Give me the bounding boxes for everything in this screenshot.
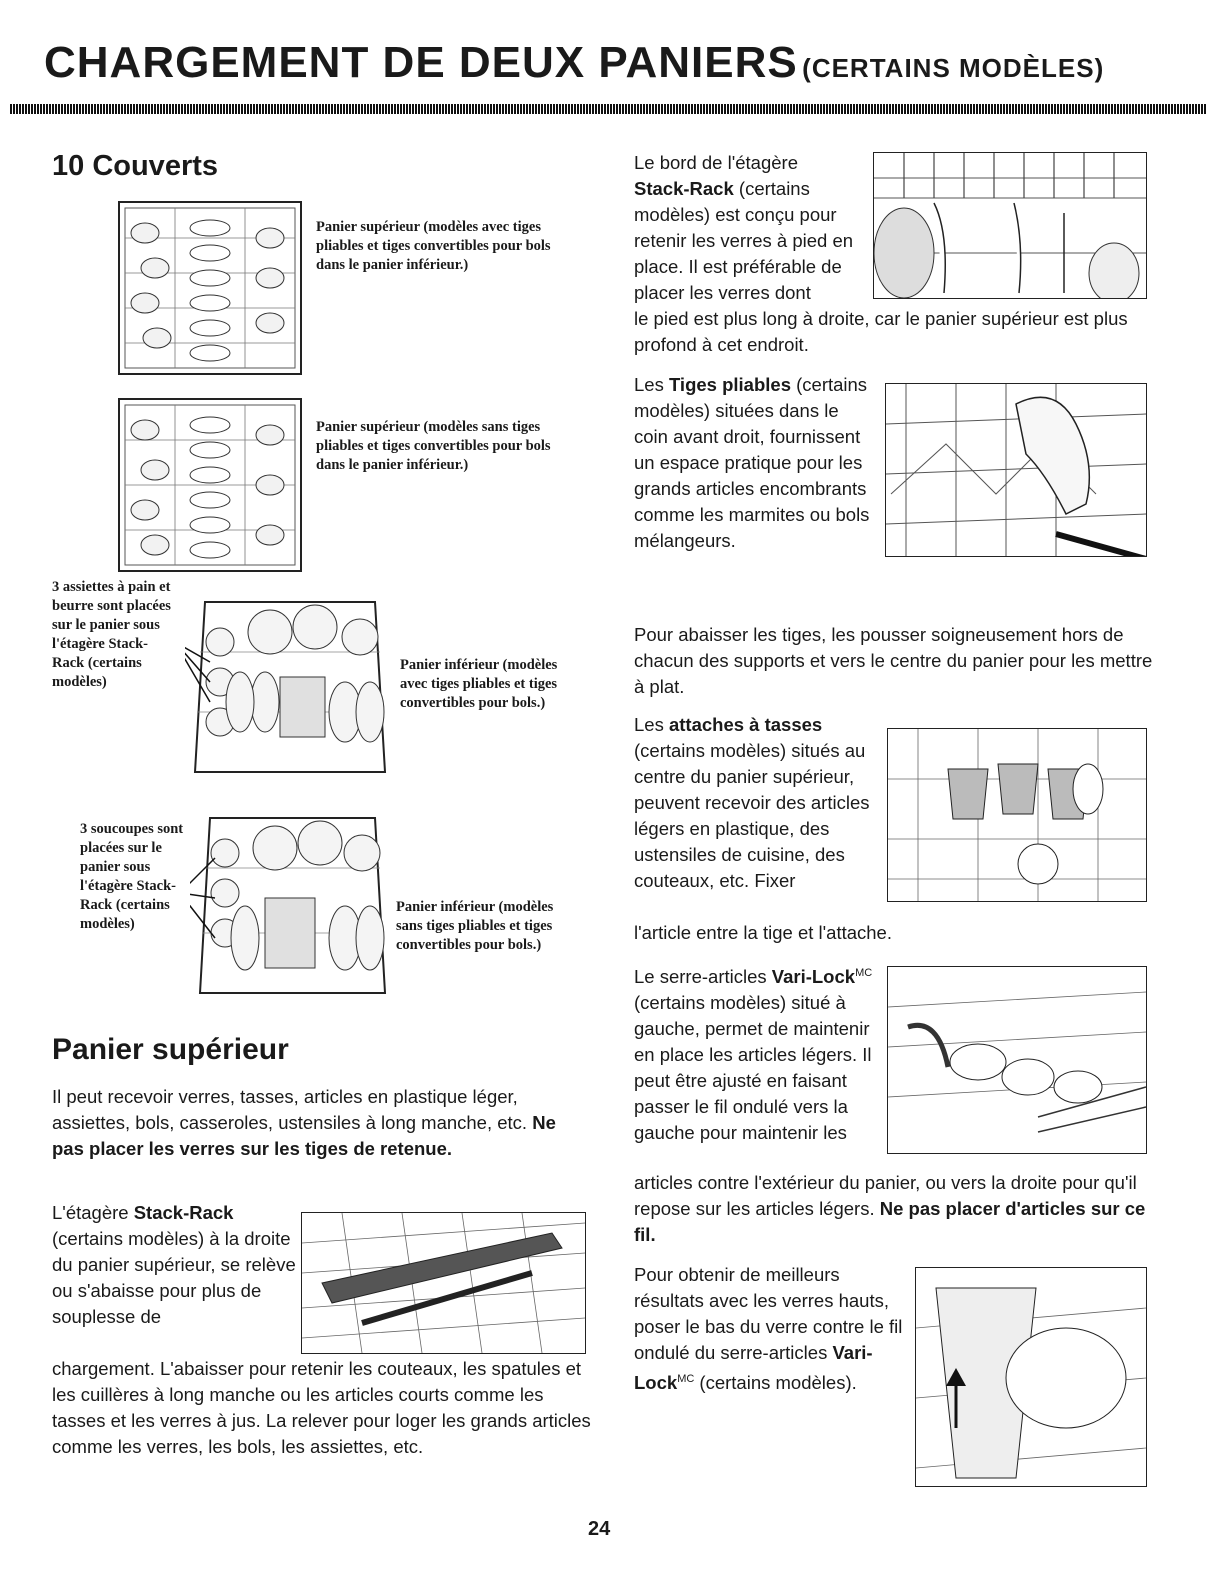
tines-text-a: Les [634,374,669,395]
tines-instructions: Pour abaisser les tiges, les pousser soigneusement hors de chacun des supports et vers le centre du panier pour les mettre à plat. [634,624,1153,697]
page-number: 24 [588,1518,611,1540]
upper-rack-illustration-2 [115,395,305,575]
tall-glasses-paragraph [634,1262,906,1396]
tines-illustration [885,383,1147,557]
edge-paragraph-top [634,150,870,306]
caption-lower-rack-1: Panier inférieur (modèles avec tiges pliables et tiges convertibles pour bols.) [400,657,558,711]
cup-clips-bottom: l'article entre la tige et l'attache. [634,922,892,943]
lower-rack-illustration-1 [185,572,395,787]
tall-glasses-drawing [916,1268,1146,1486]
stack-rack-paragraph-top [52,1200,300,1330]
edge-drawing [874,153,1146,298]
vari-lock-illustration [887,966,1147,1154]
vari-lock-warning: Ne pas placer d'articles sur ce fil. [634,1198,1146,1245]
edge-illustration [873,152,1147,299]
tines-name: Tiges pliables [668,374,791,395]
edge-paragraph-bottom: le pied est plus long à droite, car le panier supérieur est plus profond à cet endroit. [634,308,1128,355]
title-rule [10,104,1206,114]
vari-lock-drawing [888,967,1146,1153]
upper-rack-text: Il peut recevoir verres, tasses, articles en plastique léger, assiettes, bols, casseroles, ustensiles à long manche, etc. [52,1086,533,1133]
cup-clips-paragraph [634,712,874,894]
cup-text-a: Les [634,714,669,735]
edge-text-c: (certains modèles) est conçu pour retenir les verres à pied en place. Il est préférable de placer les verres dont [634,178,854,303]
lower-rack-drawing-2 [190,788,395,1003]
edge-stack-rack: Stack-Rack [634,178,734,199]
stack-rack-drawing [302,1213,585,1353]
vari-text-c: (certains modèles) situé à gauche, permet de maintenir en place les articles légers. Il peut être ajusté en faisant passer le fil ondulé vers la gauche pour maintenir les [634,992,872,1144]
upper-rack-warning: Ne pas placer les verres sur les tiges de retenue. [52,1112,556,1159]
lower-rack-illustration-2 [190,788,395,1003]
vari-lock-paragraph [634,960,879,1146]
vari-lock-name: Vari-Lock [771,966,856,988]
tall-text-a: Pour obtenir de meilleurs résultats avec les verres hauts, poser le bas du verre contre le fil ondulé du serre-articles [634,1264,903,1363]
rack-drawing-1 [115,198,305,378]
tall-sup: MC [677,1373,695,1385]
stack-rack-text-a: L'étagère [52,1202,134,1223]
tines-drawing [886,384,1146,556]
stack-rack-text-c: (certains modèles) à la droite du panier supérieur, se relève ou s'abaisse pour plus de souplesse de [52,1228,296,1327]
caption-upper-rack-1: Panier supérieur (modèles avec tiges pliables et tiges convertibles pour bols dans le panier inférieur.) [316,219,551,273]
title-main: CHARGEMENT DE DEUX PANIERS [44,38,798,87]
tall-vari-lock: Vari-Lock [634,1342,873,1394]
stack-rack-name: Stack-Rack [133,1202,234,1223]
tines-paragraph [634,372,874,554]
caption-upper-rack-2: Panier supérieur (modèles sans tiges pliables et tiges convertibles pour bols dans le panier inférieur.) [316,419,551,473]
vari-text-d: articles contre l'extérieur du panier, ou vers la droite pour qu'il repose sur les articles légers. [634,1172,1137,1219]
upper-rack-paragraph [52,1084,592,1162]
upper-rack-illustration-1 [115,198,305,378]
cup-text-c: (certains modèles) situés au centre du panier supérieur, peuvent recevoir des articles légers en plastique, des ustensiles de cuisine, des couteaux, etc. Fixer [634,740,870,891]
stack-rack-illustration [301,1212,586,1354]
caption-lower-rack-2: Panier inférieur (modèles sans tiges pliables et tiges convertibles pour bols.) [396,899,554,953]
vari-text-a: Le serre-articles [634,966,772,988]
title-suffix: (CERTAINS MODÈLES) [802,53,1105,83]
cup-clips-illustration [887,728,1147,902]
cup-clips-drawing [888,729,1146,901]
callout-saucers: 3 soucoupes sont placées sur le panier sous l'étagère Stack-Rack (certains modèles) [80,821,184,932]
lower-rack-drawing-1 [185,572,395,787]
vari-sup: MC [855,967,873,979]
edge-text-a: Le bord de l'étagère [634,152,798,173]
heading-10-place-settings: 10 Couverts [52,150,219,182]
callout-bread-plates: 3 assiettes à pain et beurre sont placées sur le panier sous l'étagère Stack-Rack (certains modèles) [52,579,171,690]
stack-rack-paragraph-bottom: chargement. L'abaisser pour retenir les couteaux, les spatules et les cuillères à long manche ou les articles courts comme les tasses et les verres à jus. La relever pour loger les grands articles comme les verres, les bols, les assiettes, etc. [52,1358,591,1457]
page-title [44,38,1184,88]
tall-text-c: (certains modèles). [694,1372,857,1394]
heading-upper-rack: Panier supérieur [52,1033,289,1066]
rack-drawing-2 [115,395,305,575]
cup-clips-name: attaches à tasses [668,714,823,735]
tines-text-c: (certains modèles) situées dans le coin avant droit, fournissent un espace pratique pour les grands articles encombrants comme les marmites ou bols mélangeurs. [634,374,870,551]
tall-glasses-illustration [915,1267,1147,1487]
vari-lock-bottom [634,1170,1154,1248]
